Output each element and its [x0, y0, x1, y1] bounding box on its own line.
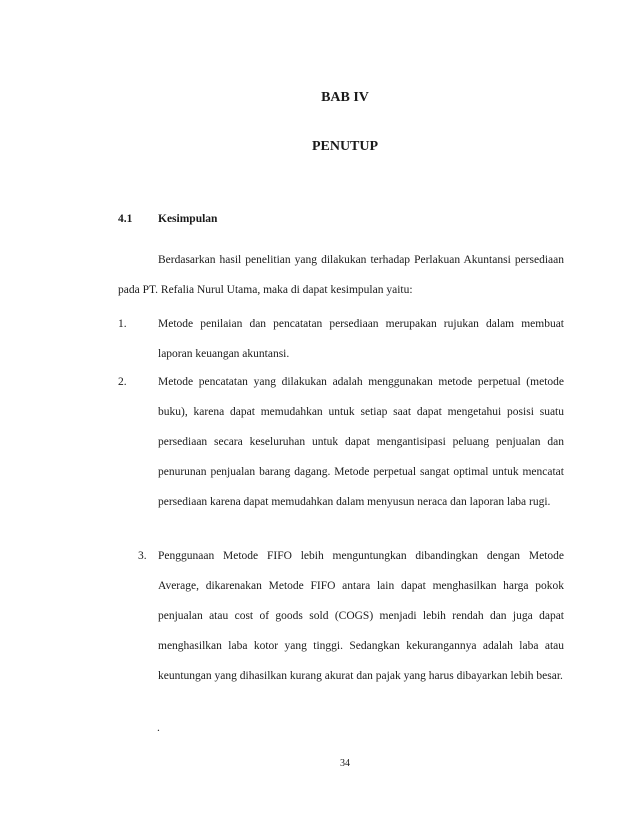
list-item-text: Metode pencatatan yang dilakukan adalah menggunakan metode perpetual (metode buku), karena dapat memudahkan untuk setiap saat dapat mengetahui posisi suatu persediaan secara keseluruhan untuk dapat mengantisipasi peluang penjualan dan penurunan penjualan barang dagang. Metode perpetual sangat optimal untuk mencatat persediaan karena dapat memudahkan dalam menyusun neraca dan laporan laba rugi. — [158, 376, 564, 508]
section-title: Kesimpulan — [158, 213, 218, 225]
list-item-text: Penggunaan Metode FIFO lebih menguntungkan dibandingkan dengan Metode Average, dikarenakan Metode FIFO antara lain dapat menghasilkan harga pokok penjualan atau cost of goods sold (COGS) menjadi lebih rendah dan juga dapat menghasilkan laba kotor yang tinggi. Sedangkan kekurangannya adalah laba atau keuntungan yang dihasilkan kurang akurat dan pajak yang harus dibayarkan lebih besar. — [158, 550, 564, 682]
chapter-number: BAB IV — [321, 90, 369, 105]
list-item-text: Metode penilaian dan pencatatan persediaan merupakan rujukan dalam membuat laporan keuangan akuntansi. — [158, 318, 564, 360]
list-item-number: 1. — [118, 318, 127, 330]
trailing-mark: . — [157, 722, 160, 734]
section-number: 4.1 — [118, 213, 133, 225]
list-item-number: 3. — [138, 550, 147, 562]
list-item-number: 2. — [118, 376, 127, 388]
page-number: 34 — [340, 758, 350, 769]
intro-paragraph: Berdasarkan hasil penelitian yang dilakukan terhadap Perlakuan Akuntansi persediaan pada PT. Refalia Nurul Utama, maka di dapat kesimpulan yaitu: — [118, 254, 564, 296]
chapter-title: PENUTUP — [311, 139, 379, 154]
